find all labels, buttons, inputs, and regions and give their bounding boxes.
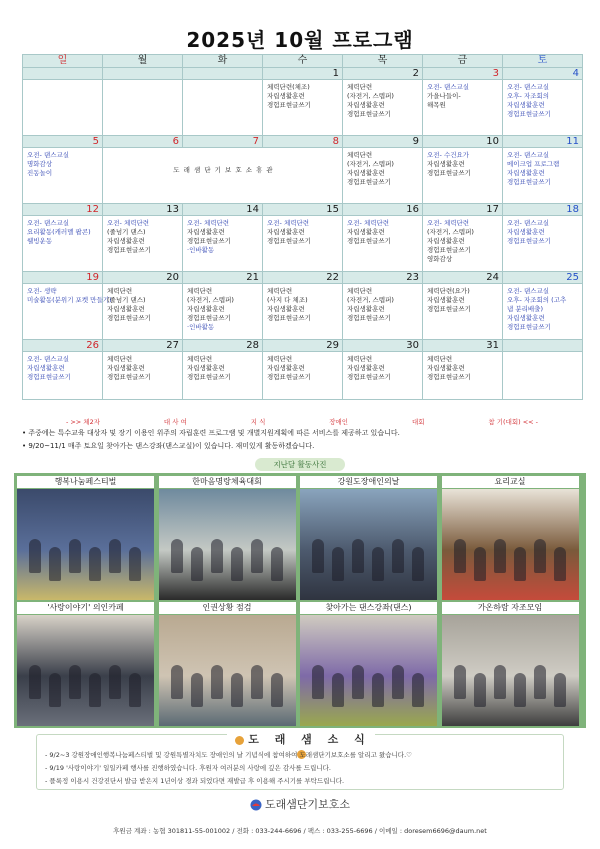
schedule-item: 체력단련: [187, 355, 213, 363]
date-number: 30: [343, 340, 423, 352]
day-cell: [183, 352, 263, 400]
date-number: 21: [183, 272, 263, 284]
photo-image: [300, 615, 437, 726]
schedule-item: ·인바활동: [187, 246, 215, 254]
schedule-item: 경험표현글쓰기: [347, 110, 391, 118]
schedule-item: 경험표현글쓰기: [267, 314, 311, 322]
day-cell: [103, 284, 183, 340]
photo-image: [159, 615, 296, 726]
date-number: 7: [183, 136, 263, 148]
schedule-item: 오전- 댄스교실: [507, 83, 550, 91]
photo-title: 가온하람 자조모임: [442, 602, 579, 614]
date-number: 13: [103, 204, 183, 216]
content-row: [23, 352, 583, 400]
chuseok-bar-text: 대회: [411, 418, 425, 426]
schedule-item: 자립생활훈련: [27, 364, 65, 372]
page-title: 2025년 10월 프로그램: [186, 28, 414, 52]
photo-card: [159, 476, 296, 600]
day-cell: [183, 284, 263, 340]
photo-image: [442, 615, 579, 726]
news-item: - 9/2~3 강원장애인행복나눔페스티벌 및 강원특별자치도 장애인의 날 기념식에 참여하여 도래샘단기보호소를 알리고 왔습니다.♡: [45, 751, 412, 759]
date-number: [23, 68, 103, 80]
dot-icon: [235, 736, 244, 745]
weekday-thu: 목: [343, 55, 423, 68]
date-number: 28: [183, 340, 263, 352]
schedule-item: ·인바활동: [187, 323, 215, 331]
date-number: 1: [263, 68, 343, 80]
date-number: 24: [423, 272, 503, 284]
notes: [22, 427, 582, 453]
holiday-notice: 도 래 샘 단 기 보 호 소 휴 관: [173, 166, 274, 174]
schedule-item: 체력단련: [267, 355, 293, 363]
schedule-item: 경험표현글쓰기: [427, 373, 471, 381]
schedule-item: 자립생활훈련: [347, 364, 385, 372]
photo-image: [442, 489, 579, 600]
date-number: 22: [263, 272, 343, 284]
schedule-item: 오전- 댄스교실: [507, 287, 550, 295]
date-number: 31: [423, 340, 503, 352]
date-number: 18: [503, 204, 583, 216]
note-line: • 9/20~11/1 매주 토요일 찾아가는 댄스강좌(댄스교실)이 있습니다. 재미있게 활동하겠습니다.: [22, 442, 315, 450]
date-number: 23: [343, 272, 423, 284]
day-cell: [423, 80, 503, 136]
schedule-item: 오전- 댄스교실: [427, 83, 470, 91]
schedule-item: (자전거, 스텝퍼): [347, 296, 394, 304]
content-row: [23, 148, 583, 204]
schedule-item: 자립생활훈련: [347, 101, 385, 109]
schedule-item: 자립생활훈련: [347, 228, 385, 236]
schedule-item: (사지 다 체조): [267, 296, 308, 304]
schedule-item: 오전- 댄스교실: [507, 219, 550, 227]
schedule-item: 체력단련: [187, 287, 213, 295]
schedule-item: 경험표현글쓰기: [507, 323, 551, 331]
weekday-tue: 화: [183, 55, 263, 68]
photo-card: [17, 476, 154, 600]
content-row: [23, 216, 583, 272]
schedule-item: 체력단련(체조): [267, 83, 310, 91]
schedule-item: 오후- 자조회의 (고추: [507, 296, 567, 304]
calendar: [22, 54, 583, 400]
schedule-item: 오전- 체력단련: [267, 219, 310, 227]
photo-card: [442, 476, 579, 600]
schedule-item: 체력단련: [107, 287, 133, 295]
date-row: [23, 136, 583, 148]
photo-card: [300, 602, 437, 726]
photo-title: 행복나눔페스티벌: [17, 476, 154, 488]
date-number: 27: [103, 340, 183, 352]
day-cell: [103, 80, 183, 136]
schedule-item: 자립생활훈련: [427, 237, 465, 245]
date-row: [23, 68, 583, 80]
date-number: [183, 68, 263, 80]
day-cell: [503, 284, 583, 340]
schedule-item: 오전- 체력단련: [427, 219, 470, 227]
chuseok-bar-text: 참 기(대회) << -: [488, 418, 539, 426]
photo-title: 찾아가는 댄스강좌(댄스): [300, 602, 437, 614]
date-number: 11: [503, 136, 583, 148]
schedule-item: (줄넘기 댄스): [107, 296, 146, 304]
schedule-item: 경험표현글쓰기: [107, 246, 151, 254]
schedule-item: 요리활동(캐러멜 팝콘): [27, 228, 91, 236]
schedule-item: 오후- 자조회의: [507, 92, 550, 100]
org-logo-icon: [250, 799, 262, 811]
news-title-text: 도 래 샘 소 식: [248, 733, 371, 746]
schedule-item: 자립생활훈련: [427, 296, 465, 304]
day-cell: [503, 216, 583, 272]
schedule-item: 경험표현글쓰기: [187, 373, 231, 381]
schedule-item: 경험표현글쓰기: [107, 314, 151, 322]
section-badge: 지난달 활동사진: [255, 458, 345, 471]
photo-card: [442, 602, 579, 726]
date-number: 6: [103, 136, 183, 148]
photo-card: [159, 602, 296, 726]
photo-image: [300, 489, 437, 600]
news-box: [36, 734, 564, 790]
schedule-item: 오전- 체력단련: [347, 219, 390, 227]
schedule-item: 냄 분리배출): [507, 305, 543, 313]
schedule-item: 오전- 생략: [27, 287, 57, 295]
day-cell: [23, 352, 103, 400]
content-row: [23, 80, 583, 136]
day-cell: [343, 216, 423, 272]
photo-title: 강원도장애인의날: [300, 476, 437, 488]
date-number: 10: [423, 136, 503, 148]
day-cell: [263, 216, 343, 272]
date-number: 2: [343, 68, 423, 80]
schedule-item: 해목원: [427, 101, 446, 109]
day-cell: [103, 148, 343, 204]
schedule-item: 자립생활훈련: [427, 364, 465, 372]
schedule-item: 경험표현글쓰기: [187, 314, 231, 322]
day-cell: [343, 148, 423, 204]
date-number: 25: [503, 272, 583, 284]
date-number: 4: [503, 68, 583, 80]
day-cell: [423, 284, 503, 340]
date-number: 14: [183, 204, 263, 216]
weekday-mon: 월: [103, 55, 183, 68]
weekday-header-row: [23, 55, 583, 68]
schedule-item: 경험표현글쓰기: [347, 237, 391, 245]
weekday-fri: 금: [423, 55, 503, 68]
date-number: 17: [423, 204, 503, 216]
photo-title: 인권상황 점검: [159, 602, 296, 614]
schedule-item: 경험표현글쓰기: [267, 101, 311, 109]
date-number: 15: [263, 204, 343, 216]
schedule-item: 오전- 댄스교실: [27, 355, 70, 363]
day-cell: [503, 352, 583, 400]
schedule-item: 경험표현글쓰기: [267, 237, 311, 245]
schedule-item: 경험표현글쓰기: [507, 110, 551, 118]
schedule-item: 자립생활훈련: [267, 364, 305, 372]
schedule-item: 체력단련: [347, 151, 373, 159]
day-cell: [423, 216, 503, 272]
schedule-item: 자립생활훈련: [187, 305, 225, 313]
date-number: 26: [23, 340, 103, 352]
schedule-item: 체력단련: [107, 355, 133, 363]
schedule-item: 경험표현글쓰기: [107, 373, 151, 381]
schedule-item: 경험표현글쓰기: [427, 305, 471, 313]
schedule-item: (자전거, 스텝퍼): [427, 228, 474, 236]
date-number: 12: [23, 204, 103, 216]
date-row: [23, 204, 583, 216]
schedule-item: 영화감상: [427, 255, 453, 263]
day-cell: [423, 352, 503, 400]
schedule-item: 경험표현글쓰기: [507, 178, 551, 186]
date-number: 16: [343, 204, 423, 216]
schedule-item: 자립생활훈련: [107, 305, 145, 313]
date-number: 3: [423, 68, 503, 80]
schedule-item: 자립생활훈련: [347, 305, 385, 313]
schedule-item: 자립생활훈련: [347, 169, 385, 177]
schedule-item: 자립생활훈련: [507, 228, 545, 236]
schedule-item: 체력단련(요가): [427, 287, 470, 295]
date-number: 8: [263, 136, 343, 148]
day-cell: [503, 80, 583, 136]
org-name-text: 도래샘단기보호소: [264, 798, 350, 811]
day-cell: [263, 352, 343, 400]
photo-image: [17, 489, 154, 600]
photo-image: [159, 489, 296, 600]
weekday-wed: 수: [263, 55, 343, 68]
weekday-sat: 토: [503, 55, 583, 68]
schedule-item: 오전- 댄스교실: [27, 219, 70, 227]
chuseok-bar: [22, 417, 582, 426]
schedule-item: 경험표현글쓰기: [27, 373, 71, 381]
news-list: [45, 749, 412, 788]
schedule-item: 자립생활훈련: [107, 364, 145, 372]
schedule-item: 자립생활훈련: [267, 305, 305, 313]
date-number: 19: [23, 272, 103, 284]
schedule-item: 오전- 댄스교실: [27, 151, 70, 159]
day-cell: [423, 148, 503, 204]
day-cell: [103, 216, 183, 272]
schedule-item: (자전거, 스텝퍼): [347, 92, 394, 100]
schedule-item: 경험표현글쓰기: [347, 314, 391, 322]
date-number: 5: [23, 136, 103, 148]
schedule-item: 명화감상: [27, 160, 53, 168]
day-cell: [343, 80, 423, 136]
day-cell: [23, 148, 103, 204]
schedule-item: 오전- 수건요가: [427, 151, 470, 159]
schedule-item: 체력단련: [347, 355, 373, 363]
schedule-item: 진동놀이: [27, 169, 53, 177]
schedule-item: 오전- 체력단련: [187, 219, 230, 227]
day-cell: [23, 216, 103, 272]
date-number: [103, 68, 183, 80]
date-number: [503, 340, 583, 352]
content-row: [23, 284, 583, 340]
schedule-item: 체력단련: [427, 355, 453, 363]
schedule-item: 경험표현글쓰기: [347, 373, 391, 381]
schedule-item: 자립생활훈련: [267, 92, 305, 100]
photo-card: [17, 602, 154, 726]
schedule-item: (자전거, 스텝퍼): [347, 160, 394, 168]
schedule-item: 자립생활훈련: [427, 160, 465, 168]
day-cell: [23, 80, 103, 136]
schedule-item: 자립생활훈련: [507, 101, 545, 109]
day-cell: [263, 284, 343, 340]
schedule-item: 경험표현글쓰기: [507, 237, 551, 245]
schedule-item: 경험표현글쓰기: [427, 169, 471, 177]
schedule-item: 메이크업 프로그램: [507, 160, 560, 168]
chuseok-bar-text: 지 식: [250, 418, 266, 426]
date-number: 20: [103, 272, 183, 284]
date-row: [23, 272, 583, 284]
news-title: [227, 731, 375, 747]
schedule-item: 웰빙운동: [27, 237, 53, 245]
schedule-item: 자립생활훈련: [187, 364, 225, 372]
photo-title: '사랑이야기' 의인카페: [17, 602, 154, 614]
day-cell: [343, 284, 423, 340]
schedule-item: 자립생활훈련: [507, 314, 545, 322]
day-cell: [343, 352, 423, 400]
schedule-item: 체력단련: [267, 287, 293, 295]
day-cell: [183, 80, 263, 136]
schedule-item: (자전거, 스텝퍼): [187, 296, 234, 304]
note-line: • 주중에는 특수교육 대상자 및 장기 이용인 위주의 자립훈련 프로그램 및 개별지원계획에 따른 서비스를 제공하고 있습니다.: [22, 429, 400, 437]
schedule-item: 경험표현글쓰기: [187, 237, 231, 245]
photo-image: [17, 615, 154, 726]
date-row: [23, 340, 583, 352]
footer: 후원금 계좌 : 농협 301811-55-001002 / 전화 : 033-244-6696 / 팩스 : 033-255-6696 / 이메일 : doresem6696@daum.net: [113, 827, 487, 835]
schedule-item: 체력단련: [347, 287, 373, 295]
schedule-item: 체력단련: [347, 83, 373, 91]
schedule-item: 자립생활훈련: [187, 228, 225, 236]
news-item: - 플룩정 이용시 건강진단서 발급 받은지 1년이상 경과 되었다면 재발급 후 이용해 주시기를 부탁드립니다.: [45, 777, 345, 785]
day-cell: [263, 80, 343, 136]
news-item: - 9/19 '사랑이야기' 일일카페 행사를 진행하였습니다. 후원자 여러분의 사랑에 깊은 감사를 드립니다.: [45, 764, 331, 772]
date-number: 29: [263, 340, 343, 352]
day-cell: [23, 284, 112, 340]
day-cell: [183, 216, 263, 272]
day-cell: [103, 352, 183, 400]
chuseok-bar-text: 장애인: [329, 418, 349, 426]
chuseok-bar-text: 대 사 여: [163, 418, 187, 426]
photo-title: 한마음명랑체육대회: [159, 476, 296, 488]
date-number: 9: [343, 136, 423, 148]
day-cell: [503, 148, 583, 204]
org-name: [0, 796, 600, 812]
schedule-item: 가을나들이-: [427, 92, 461, 100]
photo-title: 요리교실: [442, 476, 579, 488]
photo-grid: [14, 473, 586, 728]
schedule-item: 경험표현글쓰기: [347, 178, 391, 186]
schedule-item: 오전- 체력단련: [107, 219, 150, 227]
chuseok-bar-text: - >> 체2자: [65, 418, 101, 426]
schedule-item: (줄넘기 댄스): [107, 228, 146, 236]
schedule-item: 자립생활훈련: [507, 169, 545, 177]
weekday-sun: 일: [23, 55, 103, 68]
photo-card: [300, 476, 437, 600]
schedule-item: 오전- 댄스교실: [507, 151, 550, 159]
schedule-item: 경험표현글쓰기: [427, 246, 471, 254]
schedule-item: 경험표현글쓰기: [267, 373, 311, 381]
schedule-item: 미술활동(분위기 포켓 만들기): [27, 296, 112, 304]
schedule-item: 자립생활훈련: [267, 228, 305, 236]
schedule-item: 자립생활훈련: [107, 237, 145, 245]
